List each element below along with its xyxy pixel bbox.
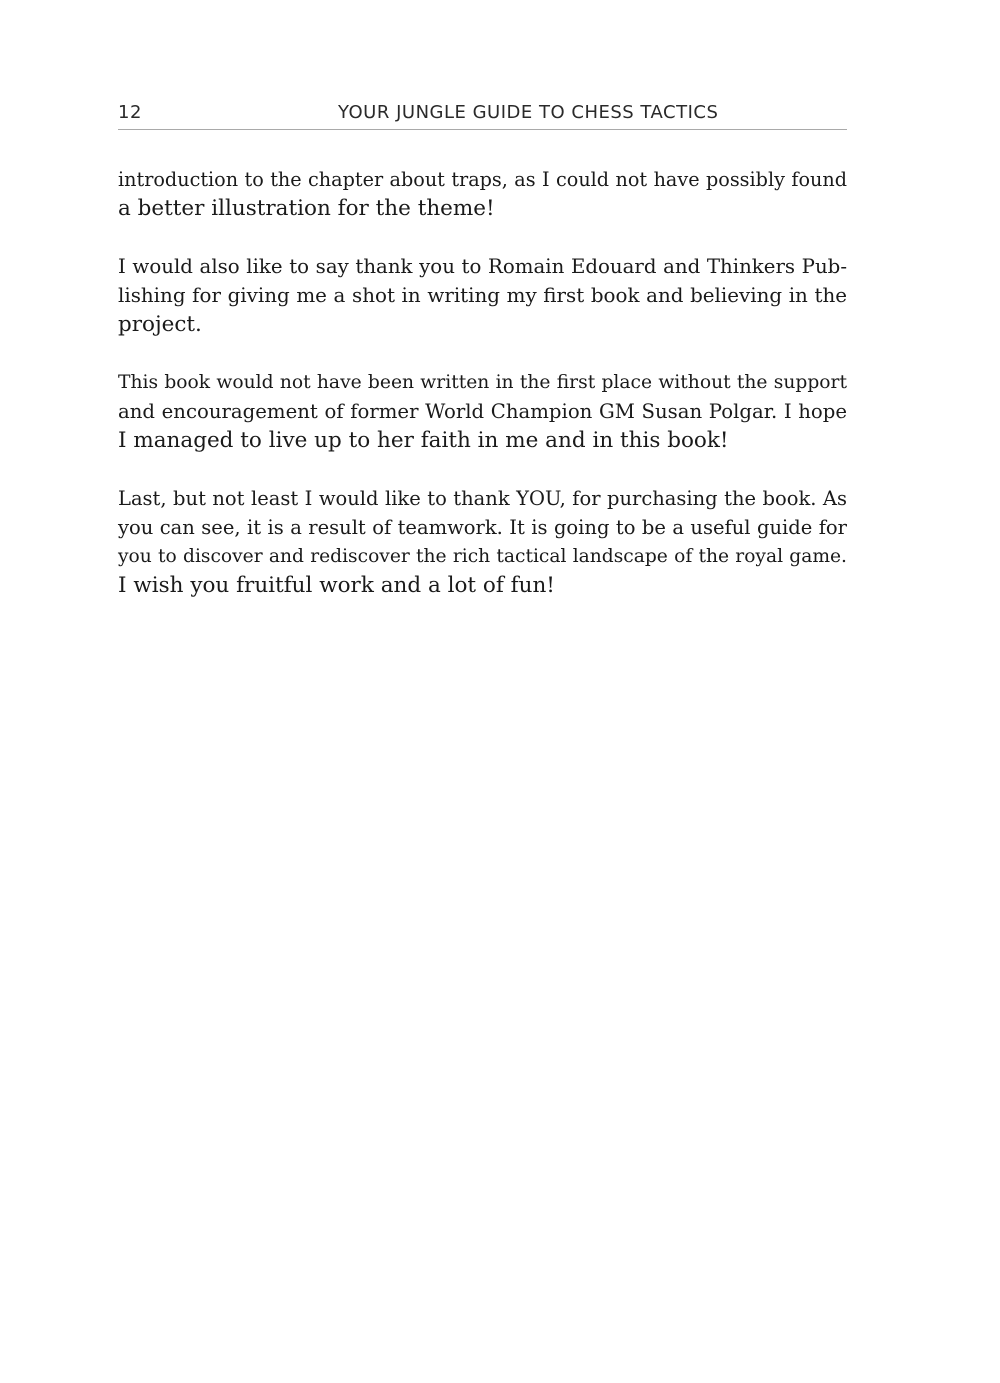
text-line: and encouragement of former World Champion GM Susan Polgar. I hope — [118, 400, 847, 423]
running-header — [118, 99, 847, 130]
text-line: a better illustration for the theme! — [118, 196, 495, 221]
text-line: you to discover and rediscover the rich tactical landscape of the royal game. — [118, 546, 847, 567]
text-line: you can see, it is a result of teamwork. It is going to be a useful guide for — [118, 516, 847, 539]
text-line: I would also like to say thank you to Romain Edouard and Thinkers Pub- — [118, 255, 847, 278]
page-number: 12 — [118, 102, 142, 123]
text-line: project. — [118, 312, 202, 337]
text-line: introduction to the chapter about traps, as I could not have possibly found — [118, 168, 847, 191]
paragraph-3 — [118, 368, 847, 455]
text-line: lishing for giving me a shot in writing my first book and believing in the — [118, 284, 847, 307]
body-text — [118, 165, 847, 629]
text-line: I wish you fruitful work and a lot of fun! — [118, 573, 555, 598]
paragraph-2 — [118, 252, 847, 339]
paragraph-4 — [118, 484, 847, 600]
paragraph-1 — [118, 165, 847, 223]
running-title: YOUR JUNGLE GUIDE TO CHESS TACTICS — [338, 102, 719, 123]
text-line: I managed to live up to her faith in me and in this book! — [118, 428, 729, 453]
text-line: Last, but not least I would like to thank YOU, for purchasing the book. As — [118, 487, 847, 510]
text-line: This book would not have been written in the first place without the support — [118, 372, 847, 393]
